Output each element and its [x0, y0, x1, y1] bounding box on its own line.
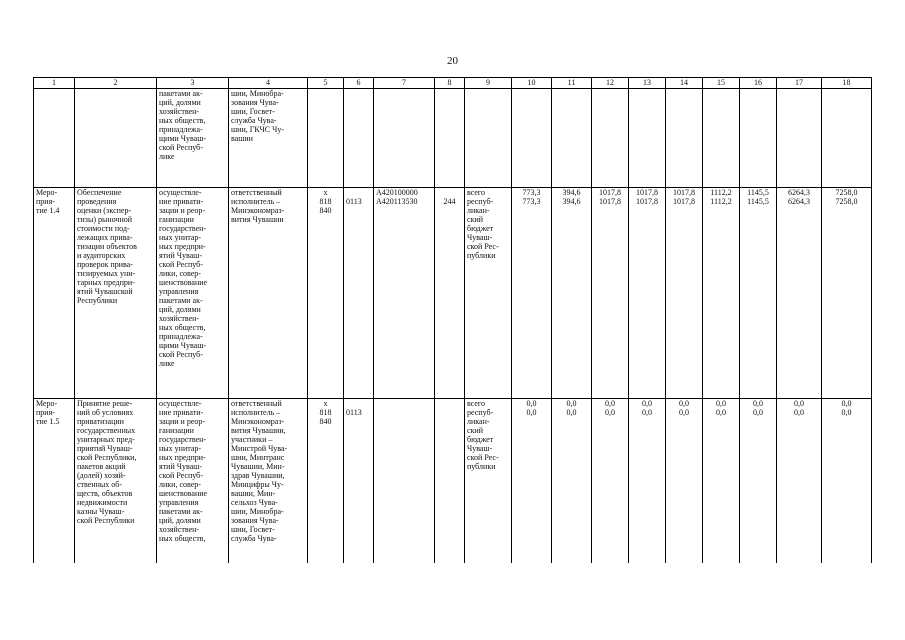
code-value: 818 — [319, 407, 332, 417]
column-header-17: 17 — [777, 78, 822, 89]
text-line: шии, Минтранс — [231, 452, 285, 462]
text-line: принадлежа- — [159, 125, 203, 134]
text-line: ятий Чувашской — [77, 287, 133, 296]
cell-col-13-total: 1017,8 — [629, 188, 666, 198]
text-line: прия- — [36, 197, 55, 206]
cell-col-7-budget — [374, 408, 435, 563]
cell-col-14-total: 0,0 — [666, 398, 703, 408]
text-line: осуществле- — [159, 398, 202, 408]
cell-col-11-total: 394,6 — [552, 188, 592, 198]
cell-col-12-total: 0,0 — [592, 398, 629, 408]
text-line: Минэкономраз- — [231, 416, 285, 426]
cell-col-17-total: 0,0 — [777, 398, 822, 408]
text-line: пакетов акций — [77, 461, 126, 471]
cell-col-15-budget: 1112,2 — [703, 197, 740, 398]
text-line: щими Чуваш- — [159, 134, 207, 143]
cell-col-18-total: 0,0 — [822, 398, 872, 408]
text-line: ных обществ, — [159, 533, 206, 543]
column-header-12: 12 — [592, 78, 629, 89]
cell-col-11-budget: 0,0 — [552, 408, 592, 563]
measure-number-1-5 — [34, 398, 75, 563]
continuation-row — [34, 89, 872, 188]
text-line: стоимости под- — [77, 224, 130, 233]
cell-col-16-total: 1145,5 — [740, 188, 777, 198]
text-line: ский — [467, 215, 483, 224]
cell-col-18-total: 7258,0 — [822, 188, 872, 198]
text-line: оценки (экспер- — [77, 206, 132, 215]
text-line: приватизации — [77, 416, 124, 426]
cell-col-14-budget: 1017,8 — [666, 197, 703, 398]
text-line: ликан- — [467, 416, 490, 426]
text-line: публики — [467, 251, 496, 260]
cell-col-17-total: 6264,3 — [777, 188, 822, 198]
text-line: шии, Минобра- — [231, 89, 284, 98]
cell-col-9-total: всего — [465, 188, 512, 198]
text-line: ской Республики, — [77, 452, 137, 462]
page-number: 20 — [447, 55, 458, 67]
text-line: ных унитар- — [159, 233, 202, 242]
cell-col-16-budget: 0,0 — [740, 408, 777, 563]
text-line: тизы) рыночной — [77, 215, 133, 224]
cell-col-10-total: 773,3 — [512, 188, 552, 198]
cell-col-7-budget: A420113530 — [374, 197, 435, 398]
code-value: 818 — [319, 197, 332, 206]
cell-col-6-total — [344, 188, 374, 198]
cell-col-15-total: 1112,2 — [703, 188, 740, 198]
cell-col-16-budget: 1145,5 — [740, 197, 777, 398]
text-line: ных обществ, — [159, 323, 206, 332]
text-line: ятий Чуваш- — [159, 461, 202, 471]
text-line: государствен- — [159, 434, 207, 444]
text-line: ганизации — [159, 215, 194, 224]
cell-col-16-total: 0,0 — [740, 398, 777, 408]
text-line: лежащих прива- — [77, 233, 133, 242]
text-line: ций, долями — [159, 98, 201, 107]
cell-col-14-total: 1017,8 — [666, 188, 703, 198]
column-header-11: 11 — [552, 78, 592, 89]
cell-col-12-budget: 1017,8 — [592, 197, 629, 398]
column-header-7: 7 — [374, 78, 435, 89]
text-line: Минстрой Чува- — [231, 443, 288, 453]
text-line: Меро- — [36, 398, 58, 408]
text-line: управления — [159, 287, 199, 296]
text-line: шенствование — [159, 488, 208, 498]
cell-col-17-budget: 6264,3 — [777, 197, 822, 398]
text-line: Чуваш- — [467, 233, 493, 242]
text-line: тизируемых уни- — [77, 269, 136, 278]
column-header-15: 15 — [703, 78, 740, 89]
text-line: ской Республики — [77, 515, 135, 525]
text-line: Обеспечение — [77, 188, 122, 197]
text-line: ций, долями — [159, 305, 201, 314]
measure-executor-1-4 — [229, 188, 308, 399]
text-line: управления — [159, 497, 199, 507]
text-line: приятий Чуваш- — [77, 443, 133, 453]
column-header-1: 1 — [34, 78, 75, 89]
cell-col-14-budget: 0,0 — [666, 408, 703, 563]
text-line: ние привати- — [159, 407, 204, 417]
cell-col-5-total: x — [308, 398, 344, 408]
text-line: зации и реор- — [159, 416, 206, 426]
text-line: ской Рес- — [467, 242, 499, 251]
cell-col-10-total: 0,0 — [512, 398, 552, 408]
text-line: шии, Минобра- — [231, 506, 284, 516]
text-line: ных обществ, — [159, 116, 206, 125]
text-line: бюджет — [467, 434, 494, 444]
column-header-18: 18 — [822, 78, 872, 89]
text-line: ответственный — [231, 398, 282, 408]
cell-col-8-total — [435, 398, 465, 408]
cell-col-6-budget: 0113 — [344, 197, 374, 398]
text-line: пакетами ак- — [159, 506, 203, 516]
table-row-1-4-total — [34, 188, 872, 198]
text-line: осуществле- — [159, 188, 202, 197]
cell-col-17-budget: 0,0 — [777, 408, 822, 563]
text-line: унитарных пред- — [77, 434, 135, 444]
cell-col-10-budget: 773,3 — [512, 197, 552, 398]
text-line: вития Чувашии — [231, 215, 284, 224]
measure-goal-1-5 — [157, 398, 229, 563]
column-header-16: 16 — [740, 78, 777, 89]
measure-title-1-5 — [75, 398, 157, 563]
column-header-5: 5 — [308, 78, 344, 89]
measure-number-1-4 — [34, 188, 75, 399]
text-line: публики — [467, 461, 496, 471]
text-line: ние привати- — [159, 197, 204, 206]
text-line: тарных предпри- — [77, 278, 135, 287]
text-line: лике — [159, 359, 175, 368]
text-line: шенствование — [159, 278, 208, 287]
cell-col-15-budget: 0,0 — [703, 408, 740, 563]
text-line: респуб- — [467, 197, 494, 206]
text-line: ятий Чуваш- — [159, 251, 202, 260]
text-line: лики, совер- — [159, 479, 201, 489]
text-line: сельхоз Чува- — [231, 497, 278, 507]
text-line: служба Чува- — [231, 116, 277, 125]
text-line: участники – — [231, 434, 273, 444]
text-line: лике — [159, 152, 175, 161]
text-line: ской Респуб- — [159, 470, 203, 480]
text-line: пакетами ак- — [159, 89, 203, 98]
column-header-3: 3 — [157, 78, 229, 89]
cell-col-11-budget: 394,6 — [552, 197, 592, 398]
text-line: и аудиторских — [77, 251, 126, 260]
cell-col-5-total: x — [308, 188, 344, 198]
text-line: ский — [467, 425, 483, 435]
text-line: (долей) хозяй- — [77, 470, 126, 480]
text-line: ской Респуб- — [159, 260, 203, 269]
text-line: ществ, объектов — [77, 488, 133, 498]
text-line: исполнитель – — [231, 407, 281, 417]
text-line: шии, ГКЧС Чу- — [231, 125, 284, 134]
cont-executor-cell — [229, 89, 308, 188]
measure-title-1-4 — [75, 188, 157, 399]
column-header-9: 9 — [465, 78, 512, 89]
text-line: Минэкономраз- — [231, 206, 285, 215]
text-line: респуб- — [467, 407, 494, 417]
text-line: зования Чува- — [231, 98, 279, 107]
table-row-1-5-total — [34, 398, 872, 408]
text-line: тие 1.4 — [36, 206, 60, 215]
text-line: здрав Чувашии, — [231, 470, 285, 480]
cell-col-11-total: 0,0 — [552, 398, 592, 408]
text-line: служба Чува- — [231, 533, 277, 543]
cell-col-7-total: A420100000 — [374, 188, 435, 198]
text-line: вашии — [231, 134, 253, 143]
text-line: Минцифры Чу- — [231, 479, 284, 489]
text-line: хозяйствен- — [159, 314, 200, 323]
text-line: прия- — [36, 407, 55, 417]
text-line: ных унитар- — [159, 443, 202, 453]
text-line: шии, Госвет- — [231, 524, 275, 534]
cell-col-6-total — [344, 398, 374, 408]
cell-col-12-total: 1017,8 — [592, 188, 629, 198]
text-line: недвижимости — [77, 497, 128, 507]
cell-col-15-total: 0,0 — [703, 398, 740, 408]
cell-col-7-total — [374, 398, 435, 408]
text-line: Меро- — [36, 188, 58, 197]
cell-col-8-total — [435, 188, 465, 198]
program-table — [33, 77, 872, 563]
text-line: хозяйствен- — [159, 107, 200, 116]
text-line: ных предпри- — [159, 242, 206, 251]
column-header-6: 6 — [344, 78, 374, 89]
cell-col-9-total: всего — [465, 398, 512, 408]
measure-executor-1-5 — [229, 398, 308, 563]
text-line: лики, совер- — [159, 269, 201, 278]
column-header-14: 14 — [666, 78, 703, 89]
text-line: Чуваш- — [467, 443, 493, 453]
text-line: тие 1.5 — [36, 416, 60, 426]
cell-col-18-budget: 7258,0 — [822, 197, 872, 398]
text-line: ных предпри- — [159, 452, 206, 462]
text-line: ской Респуб- — [159, 143, 203, 152]
text-line: ний об условиях — [77, 407, 134, 417]
text-line: Принятие реше- — [77, 398, 133, 408]
cell-col-18-budget: 0,0 — [822, 408, 872, 563]
column-header-10: 10 — [512, 78, 552, 89]
header-row — [34, 78, 872, 89]
cell-col-8-budget — [435, 408, 465, 563]
cell-col-13-budget: 0,0 — [629, 408, 666, 563]
text-line: Чувашии, Мин- — [231, 461, 285, 471]
text-line: шии, Госвет- — [231, 107, 275, 116]
text-line: щими Чуваш- — [159, 341, 207, 350]
text-line: зования Чува- — [231, 515, 279, 525]
text-line: государственных — [77, 425, 136, 435]
cell-col-12-budget: 0,0 — [592, 408, 629, 563]
cell-col-9-source — [465, 408, 512, 563]
cell-col-13-budget: 1017,8 — [629, 197, 666, 398]
text-line: ганизации — [159, 425, 194, 435]
text-line: принадлежа- — [159, 332, 203, 341]
text-line: вашии, Мин- — [231, 488, 276, 498]
text-line: ственных об- — [77, 479, 122, 489]
cell-col-8-budget: 244 — [435, 197, 465, 398]
column-header-13: 13 — [629, 78, 666, 89]
cont-goal-cell — [157, 89, 229, 188]
code-value: 840 — [319, 416, 332, 426]
text-line: ской Респуб- — [159, 350, 203, 359]
text-line: ликан- — [467, 206, 490, 215]
cell-col-5-codes — [308, 408, 344, 563]
code-value: 840 — [319, 206, 332, 215]
cell-col-9-source — [465, 197, 512, 398]
text-line: ской Рес- — [467, 452, 499, 462]
cell-col-5-codes — [308, 197, 344, 398]
column-header-2: 2 — [75, 78, 157, 89]
text-line: государствен- — [159, 224, 207, 233]
text-line: проведения — [77, 197, 117, 206]
column-header-8: 8 — [435, 78, 465, 89]
text-line: Республики — [77, 296, 118, 305]
column-header-4: 4 — [229, 78, 308, 89]
text-line: тизации объектов — [77, 242, 137, 251]
text-line: вития Чувашии, — [231, 425, 286, 435]
text-line: зации и реор- — [159, 206, 206, 215]
cell-col-13-total: 0,0 — [629, 398, 666, 408]
text-line: ответственный — [231, 188, 282, 197]
text-line: исполнитель – — [231, 197, 281, 206]
text-line: бюджет — [467, 224, 494, 233]
text-line: казны Чуваш- — [77, 506, 125, 516]
text-line: пакетами ак- — [159, 296, 203, 305]
text-line: ций, долями — [159, 515, 201, 525]
cell-col-10-budget: 0,0 — [512, 408, 552, 563]
text-line: хозяйствен- — [159, 524, 200, 534]
text-line: проверок прива- — [77, 260, 133, 269]
measure-goal-1-4 — [157, 188, 229, 399]
cell-col-6-budget: 0113 — [344, 408, 374, 563]
